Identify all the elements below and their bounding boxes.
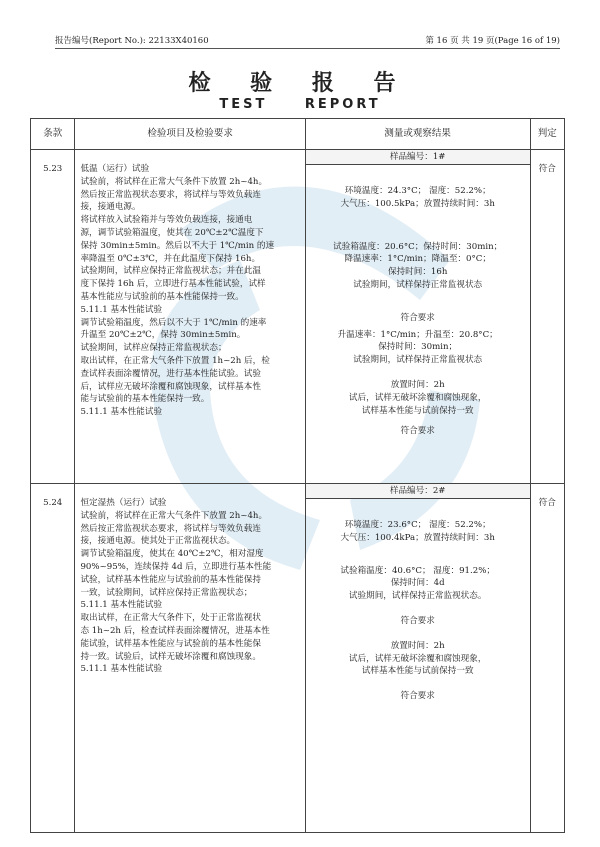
item-line: 5.11.1 基本性能试验 [80, 407, 163, 418]
title-chinese: 检 验 报 告 [188, 71, 412, 96]
sample-number: 样品编号：1# [306, 150, 530, 165]
result-line: 放置时间：2h [390, 379, 445, 390]
result-line: 试样基本性能与试前保持一致 [361, 666, 474, 677]
result-cell [305, 150, 530, 484]
result-line: 升温速率：1°C/min；升温至：20.8°C； [337, 329, 498, 340]
clause-cell [31, 484, 75, 833]
item-line: 保持 30min±5min。然后以不大于 1℃/min 的速 [80, 240, 275, 251]
item-line: 恒定湿热（运行）试验 [80, 498, 167, 508]
table-row [31, 150, 565, 484]
item-line: 试验期间，试样应保持正常监视状态；并在此温 [80, 266, 261, 277]
item-line: 度下保持 16h 后，立即进行基本性能试验，试样 [80, 279, 266, 290]
item-line: 后，试样应无破坏涂覆和腐蚀现象，试样基本性 [80, 381, 261, 392]
item-line: 一致，试验期间，试样应保持正常监视状态； [80, 587, 253, 598]
item-line: 源，调节试验箱温度，使其在 20℃±2℃温度下 [80, 227, 264, 238]
item-line: 能试验，试样基本性能应与试验前的基本性能保 [80, 638, 261, 649]
result-line: 保持时间：4d [390, 578, 445, 589]
table-row [31, 484, 565, 833]
judgement-text: 符合 [538, 498, 556, 508]
result-line: 试后，试样无破坏涂覆和腐蚀现象， [348, 653, 487, 664]
item-line: 取出试样，在正常大气条件下放置 1h~2h 后，检 [80, 355, 270, 366]
clause-number: 5.24 [43, 498, 63, 508]
result-content [306, 484, 530, 819]
item-requirements [75, 150, 304, 483]
result-line: 降温速率：1°C/min；降温至：0°C； [344, 254, 491, 265]
table-header-row [31, 119, 565, 150]
item-line: 试验，试样基本性能应与试验前的基本性能保持 [80, 574, 261, 585]
result-line: 大气压：100.5kPa；放置持续时间：3h [340, 198, 495, 209]
report-number: 报告编号(Report No.): 22133X40160 [55, 36, 209, 46]
item-cell [75, 150, 305, 484]
result-line: 保持时间：30min； [378, 342, 458, 353]
item-line: 持一致。试验后，试样无破坏涂覆和腐蚀现象。 [80, 651, 261, 662]
judgement-text: 符合 [538, 164, 556, 174]
conformity-note: 符合要求 [400, 426, 435, 437]
result-cell [305, 484, 530, 833]
item-line: 5.11.1 基本性能试验 [80, 304, 163, 315]
item-line: 低温（运行）试验 [80, 164, 150, 174]
item-line: 调节试验箱温度，使其在 40℃±2℃，相对湿度 [80, 549, 264, 560]
item-line: 5.11.1 基本性能试验 [80, 664, 163, 675]
column-header-clause: 条款 [31, 119, 75, 150]
page-header [55, 34, 560, 49]
item-line: 试验前，将试样在正常大气条件下放置 2h~4h。 [80, 510, 268, 521]
item-line: 升温至 20℃±2℃，保持 30min±5min。 [80, 330, 246, 341]
sample-number: 样品编号：2# [306, 484, 530, 499]
conformity-note: 符合要求 [400, 312, 435, 323]
item-line: 查试样表面涂覆情况，进行基本性能试验。试验 [80, 368, 261, 379]
item-line: 接，接通电源。 [80, 202, 141, 213]
item-cell [75, 484, 305, 833]
result-line: 放置时间：2h [390, 640, 445, 651]
item-line: 率降温至 0℃±3℃，并在此温度下保持 16h。 [80, 253, 261, 264]
item-line: 能与试验前的基本性能保持一致。 [80, 394, 210, 405]
result-line: 试后，试样无破坏涂覆和腐蚀现象， [348, 392, 487, 403]
item-line: 然后按正常监视状态要求，将试样与等效负载连 [80, 523, 261, 534]
result-line: 试验箱温度：20.6°C；保持时间：30min； [333, 241, 503, 252]
result-line: 环境温度：24.3°C； 湿度：52.2%； [344, 186, 491, 196]
judgement-cell [530, 484, 564, 833]
conformity-note: 符合要求 [400, 615, 435, 626]
item-line: 基本性能应与试验前的基本性能保持一致。 [80, 291, 244, 302]
page-indicator: 第 16 页 共 19 页(Page 16 of 19) [425, 36, 560, 46]
result-line: 大气压：100.4kPa；放置持续时间：3h [340, 532, 495, 543]
item-line: 接，接通电源。使其处于正常监视状态。 [80, 536, 236, 547]
clause-cell [31, 150, 75, 484]
result-line: 试样基本性能与试前保持一致 [361, 405, 474, 416]
title-english: TEST REPORT [219, 97, 381, 112]
result-line: 保持时间：16h [387, 267, 448, 278]
clause-number: 5.23 [43, 164, 63, 174]
item-line: 态 1h~2h 后，检查试样表面涂覆情况，进基本性 [80, 625, 270, 636]
result-line: 试验箱温度：40.6°C； 湿度：91.2%； [340, 565, 495, 576]
result-content [306, 150, 530, 470]
result-line: 试验期间，试样保持正常监视状态 [353, 355, 483, 366]
column-header-judgement: 判定 [530, 119, 564, 150]
test-report-table [30, 118, 565, 833]
item-line: 调节试验箱温度，然后以不大于 1℃/min 的速率 [80, 317, 267, 328]
conformity-note: 符合要求 [400, 691, 435, 702]
item-line: 90%~95%，连续保持 4d 后，立即进行基本性能 [80, 561, 272, 572]
item-requirements [75, 484, 304, 832]
column-header-result: 测量或观察结果 [305, 119, 530, 150]
item-line: 将试样放入试验箱并与等效负载连接，接通电 [80, 215, 253, 226]
result-line: 环境温度：23.6°C； 湿度：52.2%； [344, 520, 491, 530]
result-line: 试验期间，试样保持正常监视状态 [353, 279, 483, 290]
item-line: 试验前，将试样在正常大气条件下放置 2h~4h。 [80, 176, 268, 187]
column-header-item: 检验项目及检验要求 [75, 119, 305, 150]
result-line: 试验期间，试样保持正常监视状态。 [348, 591, 487, 602]
judgement-cell [530, 150, 564, 484]
item-line: 5.11.1 基本性能试验 [80, 600, 163, 611]
item-line: 取出试样，在正常大气条件下，处于正常监视状 [80, 613, 261, 624]
item-line: 然后按正常监视状态要求，将试样与等效负载连 [80, 189, 261, 200]
item-line: 试验期间，试样应保持正常监视状态； [80, 343, 227, 354]
